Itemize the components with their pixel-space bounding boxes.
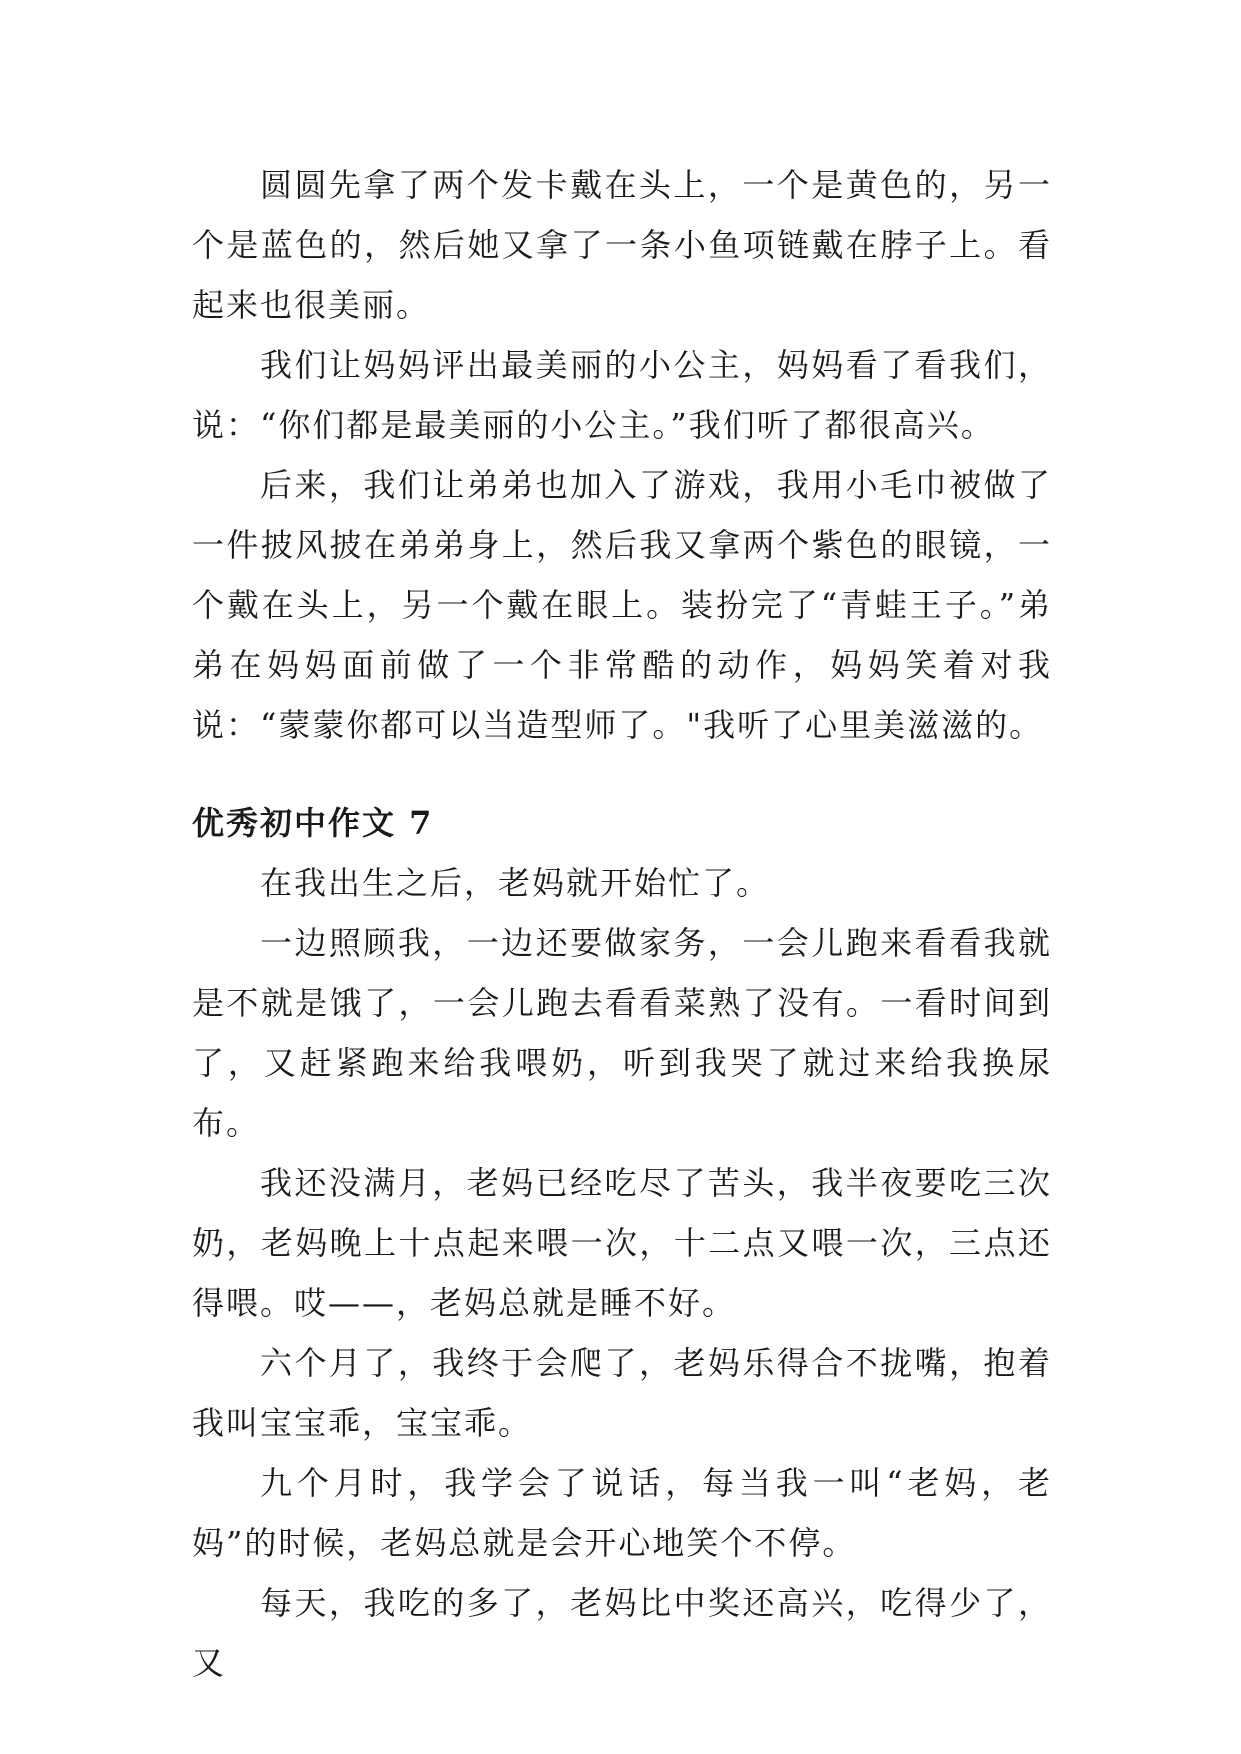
essay-section <box>192 793 1052 1693</box>
paragraph: 每天，我吃的多了，老妈比中奖还高兴，吃得少了，又 <box>192 1584 1052 1682</box>
paragraph: 圆圆先拿了两个发卡戴在头上，一个是黄色的，另一个是蓝色的，然后她又拿了一条小鱼项链戴在脖子上。看起来也很美丽。 <box>192 166 1052 324</box>
paragraph: 六个月了，我终于会爬了，老妈乐得合不拢嘴，抱着我叫宝宝乖，宝宝乖。 <box>192 1344 1052 1442</box>
essay-continuation <box>192 155 1052 755</box>
section-title: 优秀初中作文 7 <box>192 804 434 842</box>
paragraph: 我还没满月，老妈已经吃尽了苦头，我半夜要吃三次奶，老妈晚上十点起来喂一次，十二点又喂一次，三点还得喂。哎——，老妈总就是睡不好。 <box>192 1164 1052 1322</box>
paragraph: 后来，我们让弟弟也加入了游戏，我用小毛巾被做了一件披风披在弟弟身上，然后我又拿两个紫色的眼镜，一个戴在头上，另一个戴在眼上。装扮完了“青蛙王子。”弟弟在妈妈面前做了一个非常酷的动作，妈妈笑着对我说：“蒙蒙你都可以当造型师了。"我听了心里美滋滋的。 <box>192 466 1052 744</box>
paragraph: 九个月时，我学会了说话，每当我一叫“老妈，老妈”的时候，老妈总就是会开心地笑个不停。 <box>192 1464 1052 1562</box>
paragraph: 一边照顾我，一边还要做家务，一会儿跑来看看我就是不就是饿了，一会儿跑去看看菜熟了没有。一看时间到了，又赶紧跑来给我喂奶，听到我哭了就过来给我换尿布。 <box>192 924 1052 1142</box>
paragraph: 我们让妈妈评出最美丽的小公主，妈妈看了看我们，说：“你们都是最美丽的小公主。”我们听了都很高兴。 <box>192 346 1052 444</box>
paragraph: 在我出生之后，老妈就开始忙了。 <box>260 864 771 902</box>
